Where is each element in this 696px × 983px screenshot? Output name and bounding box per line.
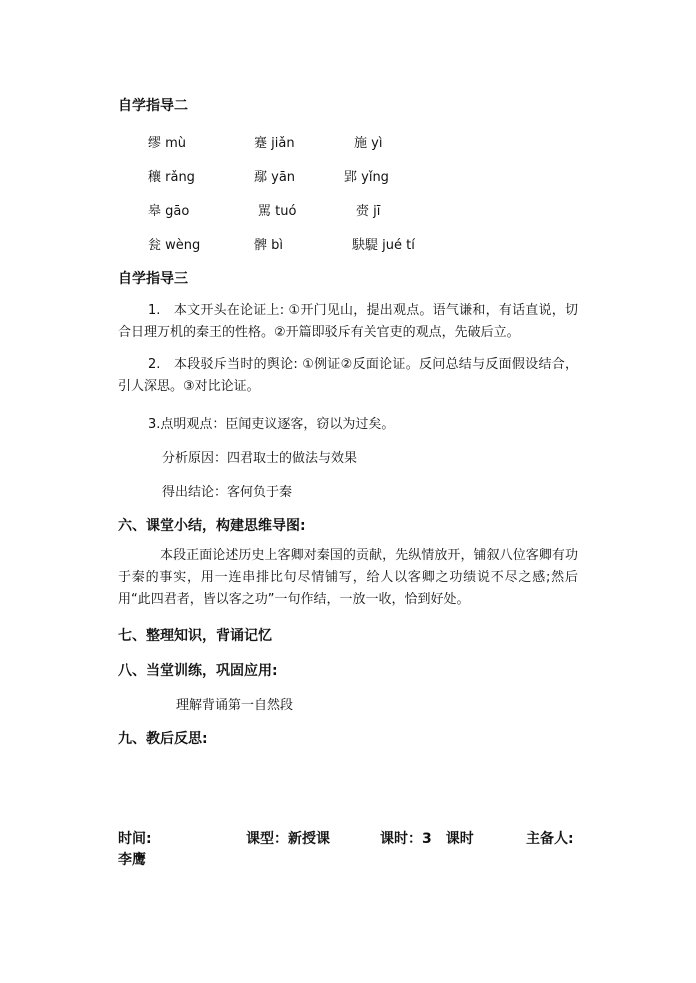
guide3-analysis: 分析原因：四君取士的做法与效果 — [162, 451, 358, 466]
guide3-item-1: 1. 本文开头在论证上: ①开门见山，提出观点。语气谦和，有话直说，切合日理万机的秦王的性格。②开篇即驳斥有关官吏的观点，先破后立。 — [118, 303, 578, 340]
pinyin-cell: 穰 rǎng — [148, 170, 195, 185]
pinyin-cell: 赍 jī — [356, 204, 381, 219]
pinyin-row-1 — [148, 132, 588, 152]
footer-time: 时间: — [118, 831, 152, 847]
footer-preparer-label: 主备人: — [526, 831, 574, 847]
footer-preparer-name: 李鹰 — [118, 852, 146, 868]
guide2-heading: 自学指导二 — [118, 98, 188, 114]
pinyin-cell: 駃騠 jué tí — [352, 238, 415, 253]
pinyin-cell: 皋 gāo — [148, 204, 190, 219]
section6-body: 本段正面论述历史上客卿对秦国的贡献，先纵情放开，铺叙八位客卿有功于秦的事实，用一连串排比句尽情铺写，给人以客卿之功绩说不尽之感;然后用“此四君者，皆以客之功”一句作结，一放一收，恰到好处。 — [118, 548, 578, 607]
guide3-heading: 自学指导三 — [118, 271, 188, 287]
footer-lesson-hours: 课时：3 课时 — [380, 831, 474, 847]
pinyin-cell: 髀 bì — [254, 238, 283, 253]
guide3-item-2: 2. 本段驳斥当时的舆论: ①例证②反面论证。反问总结与反面假设结合，引人深思。③对比论证。 — [118, 357, 578, 394]
pinyin-cell: 郢 yǐng — [344, 170, 389, 185]
pinyin-cell: 駡 tuó — [258, 204, 297, 219]
pinyin-row-3 — [148, 200, 588, 220]
lesson-footer — [118, 828, 578, 848]
pinyin-cell: 施 yì — [354, 136, 383, 151]
section9-heading: 九、教后反思: — [118, 731, 208, 747]
pinyin-row-2 — [148, 166, 588, 186]
pinyin-cell: 蹇 jiǎn — [254, 136, 295, 151]
pinyin-cell: 瓮 wèng — [148, 238, 201, 253]
pinyin-row-4 — [148, 234, 588, 254]
guide3-item-3: 3.点明观点：臣闻吏议逐客，窃以为过矣。 — [148, 417, 395, 432]
section6-heading: 六、课堂小结，构建思维导图: — [118, 518, 306, 534]
section7-heading: 七、整理知识，背诵记忆 — [118, 628, 272, 644]
footer-lesson-type: 课型：新授课 — [246, 831, 330, 847]
section8-heading: 八、当堂训练，巩固应用: — [118, 663, 278, 679]
guide3-conclusion: 得出结论：客何负于秦 — [162, 485, 293, 500]
pinyin-cell: 鄢 yān — [254, 170, 296, 185]
section8-body: 理解背诵第一自然段 — [176, 698, 294, 713]
pinyin-cell: 缪 mù — [148, 136, 187, 151]
